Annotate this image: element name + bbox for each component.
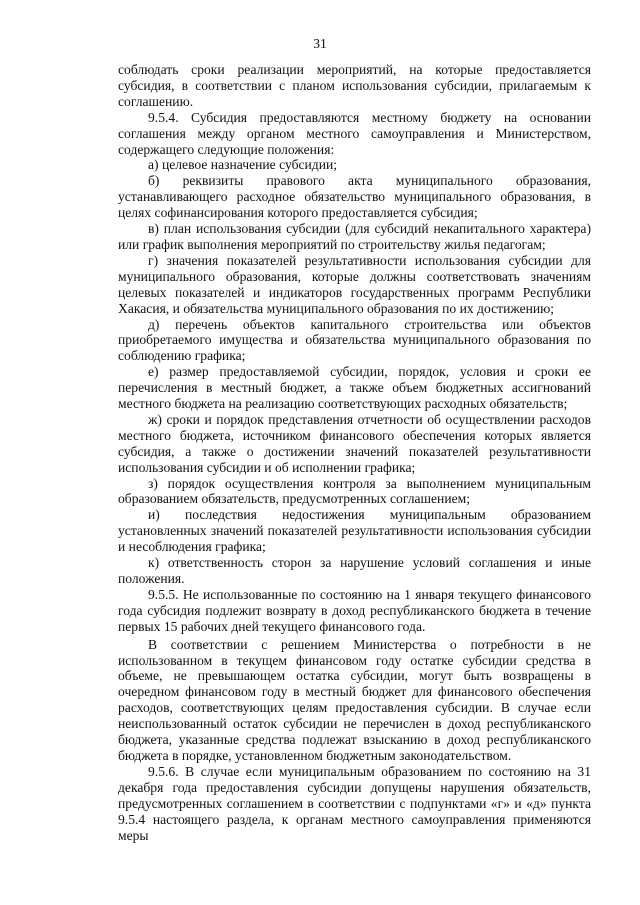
- list-item-e: е) размер предоставляемой субсидии, порядок, условия и сроки ее перечисления в местный бюджет, а также объем бюджетных ассигнований местного бюджета на реализацию соответствующих расходных обязательств;: [118, 364, 591, 412]
- list-item-g: г) значения показателей результативности использования субсидии для муниципального образования, которые должны соответствовать значениям целевых показателей и индикаторов государственных программ Республики Хакасия, и обязательства муниципального образования по их достижению;: [118, 252, 591, 316]
- paragraph-9-5-4: 9.5.4. Субсидия предоставляются местному бюджету на основании соглашения между органом местного самоуправления и Министерством, содержащего следующие положения:: [118, 109, 591, 157]
- list-item-zh: ж) сроки и порядок представления отчетности об осуществлении расходов местного бюджета, источником финансового обеспечения которых является субсидия, а также о достижении значений показателей результативности использования субсидии и об исполнении графика;: [118, 411, 591, 475]
- paragraph-ministry-decision: В соответствии с решением Министерства о потребности в не использованном в текущем финансовом году остатке субсидии средства в объеме, не превышающем остатка субсидии, могут быть возвращены в очередном финансовом году в местный бюджет для финансового обеспечения расходов, соответствующих целям предоставления субсидии. В случае если неиспользованный остаток субсидии не перечислен в доход республиканского бюджета, указанные средства подлежат взысканию в доход республиканского бюджета в порядке, установленном бюджетным законодательством.: [118, 636, 591, 763]
- paragraph-continuation: соблюдать сроки реализации мероприятий, на которые предоставляется субсидия, в соответствии с планом использования субсидии, прилагаемым к соглашению.: [118, 62, 591, 109]
- list-item-d: д) перечень объектов капитального строительства или объектов приобретаемого имущества и обязательства муниципального образования по соблюдению графика;: [118, 316, 591, 364]
- paragraph-9-5-5: 9.5.5. Не использованные по состоянию на 1 января текущего финансового года субсидия подлежит возврату в доход республиканского бюджета в течение первых 15 рабочих дней текущего финансового года.: [118, 586, 591, 634]
- list-item-v: в) план использования субсидии (для субсидий некапитального характера) или график выполнения мероприятий по строительству жилья педагогам;: [118, 221, 591, 252]
- list-item-z: з) порядок осуществления контроля за выполнением муниципальным образованием обязательств, предусмотренных соглашением;: [118, 475, 591, 507]
- list-item-b: б) реквизиты правового акта муниципального образования, устанавливающего расходное обязательство муниципального образования, в целях софинансирования которого предоставляется субсидия;: [118, 173, 591, 221]
- document-body: [118, 62, 591, 843]
- list-item-i: и) последствия недостижения муниципальным образованием установленных значений показателей результативности использования субсидии и несоблюдения графика;: [118, 507, 591, 555]
- page-number: 31: [313, 36, 327, 51]
- list-item-k: к) ответственность сторон за нарушение условий соглашения и иные положения.: [118, 555, 591, 586]
- list-item-a: а) целевое назначение субсидии;: [148, 157, 338, 173]
- paragraph-9-5-6: 9.5.6. В случае если муниципальным образованием по состоянию на 31 декабря года предоставления субсидии допущены нарушения обязательств, предусмотренных соглашением в соответствии с подпунктами «г» и «д» пункта 9.5.4 настоящего раздела, к органам местного самоуправления применяются меры: [118, 763, 591, 843]
